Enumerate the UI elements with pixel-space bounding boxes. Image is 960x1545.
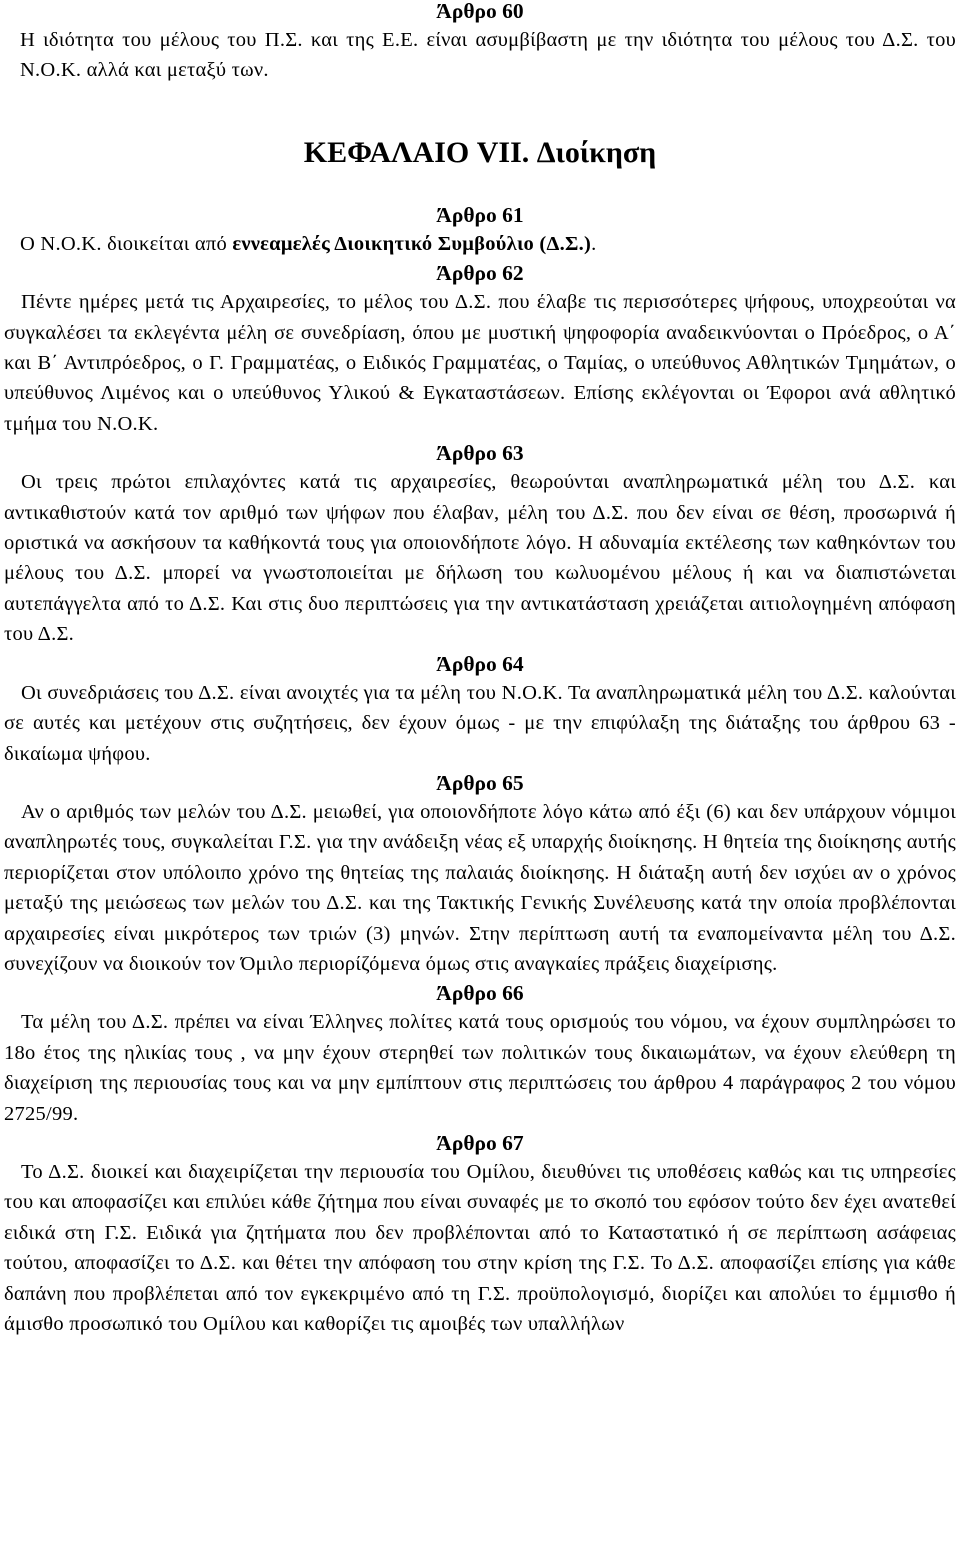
article-63-heading: Άρθρο 63 bbox=[436, 441, 524, 466]
article-60-heading: Άρθρο 60 bbox=[436, 0, 524, 23]
article-61-text-end: . bbox=[591, 232, 597, 255]
article-67-heading: Άρθρο 67 bbox=[436, 1130, 524, 1155]
spacer bbox=[4, 86, 956, 133]
chapter-title: ΚΕΦΑΛΑΙΟ VII. Διοίκηση bbox=[303, 135, 657, 169]
article-61-heading: Άρθρο 61 bbox=[436, 202, 524, 227]
article-62-heading: Άρθρο 62 bbox=[436, 261, 524, 286]
article-61-text bbox=[4, 229, 956, 259]
article-63-text: Οι τρεις πρώτοι επιλαχόντες κατά τις αρχαιρεσίες, θεωρούνται αναπληρωματικά μέλη του Δ.Σ. και αντικαθιστούν κατά τον αριθμό των ψήφων που έλαβαν, μέλη του Δ.Σ. που δεν είναι σε θέση, προσωρινά ή οριστικά να ασκήσουν τα καθήκοντά τους για οποιονδήποτε λόγο. Η αδυναμία εκτέλεσης των καθηκόντων του μέλους του Δ.Σ. μπορεί να γνωστοποιείται με δήλωση του κωλυομένου μέλους ή και να διαπιστώνεται αυτεπάγγελτα από το Δ.Σ. Και στις δυο περιπτώσεις για την αντικατάσταση χρειάζεται αιτιολογημένη απόφαση του Δ.Σ. bbox=[4, 471, 956, 646]
article-60-text: Η ιδιότητα του μέλους του Π.Σ. και της Ε.Ε. είναι ασυμβίβαστη με την ιδιότητα του μέλους του Δ.Σ. του Ν.Ο.Κ. αλλά και μεταξύ των. bbox=[20, 29, 956, 82]
spacer bbox=[4, 173, 956, 201]
article-66-text: Τα μέλη του Δ.Σ. πρέπει να είναι Έλληνες πολίτες κατά τους ορισμούς του νόμου, να έχουν συμπληρώσει το 18ο έτος της ηλικίας τους , να μην έχουν στερηθεί των πολιτικών τους δικαιωμάτων, να έχουν ελεύθερη τη διαχείριση της περιουσίας τους και να μην εμπίπτουν στις περιπτώσεις του άρθρου 4 παράγραφος 2 του νόμου 2725/99. bbox=[4, 1011, 956, 1125]
article-64-text: Οι συνεδριάσεις του Δ.Σ. είναι ανοιχτές για τα μέλη του Ν.Ο.Κ. Τα αναπληρωματικά μέλη του Δ.Σ. καλούνται σε αυτές και μετέχουν στις συζητήσεις, δεν έχουν όμως - με την επιφύλαξη της διάταξης του άρθρου 63 - δικαίωμα ψήφου. bbox=[4, 681, 956, 765]
article-62-text: Πέντε ημέρες μετά τις Αρχαιρεσίες, το μέλος του Δ.Σ. που έλαβε τις περισσότερες ψήφους, υποχρεούται να συγκαλέσει τα εκλεγέντα μέλη σε συνεδρίαση, όπου με μυστική ψηφοφορία αναδεικνύονται ο Πρόεδρος, ο Α΄ και Β΄ Αντιπρόεδρος, ο Γ. Γραμματέας, ο Ειδικός Γραμματέας, ο Ταμίας, ο υπεύθυνος Αθλητικών Τμημάτων, ο υπεύθυνος Λιμένος και ο υπεύθυνος Υλικού & Εγκαταστάσεων. Επίσης εκλέγονται οι Έφοροι ανά αθλητικό τμήμα του Ν.Ο.Κ. bbox=[4, 291, 956, 435]
article-66-heading: Άρθρο 66 bbox=[436, 981, 524, 1006]
article-65-text: Αν ο αριθμός των μελών του Δ.Σ. μειωθεί, για οποιονδήποτε λόγο κάτω από έξι (6) και δεν υπάρχουν νόμιμοι αναπληρωτές τους, συγκαλείται Γ.Σ. για την ανάδειξη νέας εξ υπαρχής διοίκησης. Η θητεία της διοίκησης αυτής περιορίζεται στον υπόλοιπο χρόνο της θητείας της παλαιάς διοίκησης. Η διάταξη αυτή δεν ισχύει αν ο χρόνος μεταξύ της μειώσεως των μελών του Δ.Σ. και της Τακτικής Γενικής Συνέλευσης κατά την οποία προβλέπονται αρχαιρεσίες είναι μικρότερος των τριών (3) μηνών. Στην περίπτωση αυτή τα εναπομείναντα μέλη του Δ.Σ. συνεχίζουν να διοικούν τον Όμιλο περιορίζόμενα όμως στις αναγκαίες πράξεις διαχείρισης. bbox=[4, 800, 956, 975]
article-67-text: Το Δ.Σ. διοικεί και διαχειρίζεται την περιουσία του Ομίλου, διευθύνει τις υποθέσεις καθώς και τις υπηρεσίες του και αποφασίζει και επιλύει κάθε ζήτημα που είναι συναφές με το σκοπό του εφόσον τούτο δεν έχει ανατεθεί ειδικά στη Γ.Σ. Ειδικά για ζητήματα που δεν προβλέπονται από το Καταστατικό ή σε περίπτωση ασάφειας τούτου, αποφασίζει το Δ.Σ. και θέτει την απόφαση του στην κρίση της Γ.Σ. Το Δ.Σ. αποφασίζει επίσης για κάθε δαπάνη που προβλέπεται από τον εγκεκριμένο από τη Γ.Σ. προϋπολογισμό, διορίζει και απολύει το έμμισθο ή άμισθο προσωπικό του Ομίλου και καθορίζει τις αμοιβές των υπαλλήλων bbox=[4, 1160, 956, 1335]
article-61-text-bold: εννεαμελές Διοικητικό Συμβούλιο (Δ.Σ.) bbox=[232, 232, 592, 255]
article-64-heading: Άρθρο 64 bbox=[436, 651, 524, 676]
article-61-text-start: Ο Ν.Ο.Κ. διοικείται από bbox=[20, 232, 233, 255]
article-65-heading: Άρθρο 65 bbox=[436, 770, 524, 795]
